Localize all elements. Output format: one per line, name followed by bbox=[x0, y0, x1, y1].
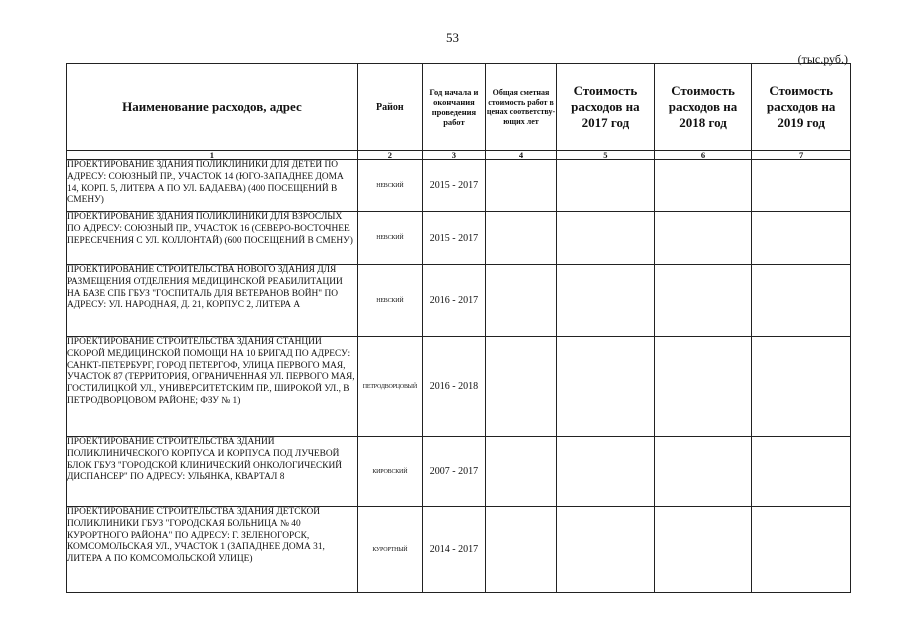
unit-label: (тыс.руб.) bbox=[797, 52, 848, 66]
column-number-row bbox=[67, 151, 851, 160]
header-district: Район bbox=[357, 64, 422, 151]
row-cost-2018 bbox=[654, 265, 752, 337]
header-years: Год начала и окончания проведения работ bbox=[422, 64, 485, 151]
row-cost-2017 bbox=[557, 437, 655, 507]
row-years: 2016 - 2018 bbox=[422, 337, 485, 437]
row-total-cost bbox=[485, 212, 556, 265]
table-row bbox=[67, 437, 851, 507]
row-cost-2018 bbox=[654, 337, 752, 437]
row-cost-2019 bbox=[752, 507, 851, 593]
row-district: КИРОВСКИЙ bbox=[357, 437, 422, 507]
row-years: 2016 - 2017 bbox=[422, 265, 485, 337]
column-number: 5 bbox=[557, 151, 655, 160]
row-name: ПРОЕКТИРОВАНИЕ СТРОИТЕЛЬСТВА НОВОГО ЗДАНИЯ ДЛЯ РАЗМЕЩЕНИЯ ОТДЕЛЕНИЯ МЕДИЦИНСКОЙ РЕАБИЛИТАЦИИ НА БАЗЕ СПБ ГБУЗ "ГОСПИТАЛЬ ДЛЯ ВЕТЕРАНОВ ВОЙН" ПО АДРЕСУ: УЛ. НАРОДНАЯ, Д. 21, КОРПУС 2, ЛИТЕРА А bbox=[67, 265, 358, 337]
column-number: 2 bbox=[357, 151, 422, 160]
row-cost-2019 bbox=[752, 265, 851, 337]
table-row bbox=[67, 265, 851, 337]
row-name: ПРОЕКТИРОВАНИЕ ЗДАНИЯ ПОЛИКЛИНИКИ ДЛЯ ДЕТЕЙ ПО АДРЕСУ: СОЮЗНЫЙ ПР., УЧАСТОК 14 (ЮГО-ЗАПАДНЕЕ ДОМА 14, КОРП. 5, ЛИТЕРА А ПО УЛ. БАДАЕВА) (400 ПОСЕЩЕНИЙ В СМЕНУ) bbox=[67, 160, 358, 212]
header-cost-2018: Стоимость расходов на 2018 год bbox=[654, 64, 752, 151]
row-district: НЕВСКИЙ bbox=[357, 212, 422, 265]
expenses-table bbox=[66, 63, 851, 593]
row-total-cost bbox=[485, 337, 556, 437]
row-cost-2018 bbox=[654, 160, 752, 212]
row-years: 2015 - 2017 bbox=[422, 160, 485, 212]
column-number: 3 bbox=[422, 151, 485, 160]
table-row bbox=[67, 212, 851, 265]
row-name: ПРОЕКТИРОВАНИЕ СТРОИТЕЛЬСТВА ЗДАНИЯ ДЕТСКОЙ ПОЛИКЛИНИКИ ГБУЗ "ГОРОДСКАЯ БОЛЬНИЦА № 40 КУРОРТНОГО РАЙОНА" ПО АДРЕСУ: Г. ЗЕЛЕНОГОРСК, КОМСОМОЛЬСКАЯ УЛ., УЧАСТОК 1 (ЗАПАДНЕЕ ДОМА 31, ЛИТЕРА А ПО КОМСОМОЛЬСКОЙ УЛИЦЕ) bbox=[67, 507, 358, 593]
header-name: Наименование расходов, адрес bbox=[67, 64, 358, 151]
row-years: 2014 - 2017 bbox=[422, 507, 485, 593]
row-cost-2017 bbox=[557, 212, 655, 265]
header-row bbox=[67, 64, 851, 151]
table-row bbox=[67, 160, 851, 212]
row-cost-2019 bbox=[752, 160, 851, 212]
row-cost-2017 bbox=[557, 507, 655, 593]
table-row bbox=[67, 507, 851, 593]
row-name: ПРОЕКТИРОВАНИЕ СТРОИТЕЛЬСТВА ЗДАНИЯ СТАНЦИИ СКОРОЙ МЕДИЦИНСКОЙ ПОМОЩИ НА 10 БРИГАД ПО АДРЕСУ: САНКТ-ПЕТЕРБУРГ, ГОРОД ПЕТЕРГОФ, УЛИЦА ПЕРВОГО МАЯ, УЧАСТОК 87 (ТЕРРИТОРИЯ, ОГРАНИЧЕННАЯ УЛ. ПЕРВОГО МАЯ, ГОСТИЛИЦКОЙ УЛ., УНИВЕРСИТЕТСКИМ ПР., ШИРОКОЙ УЛ., В ПЕТРОДВОРЦОВОМ РАЙОНЕ; ФЗУ № 1) bbox=[67, 337, 358, 437]
row-district: ПЕТРОДВОРЦОВЫЙ bbox=[357, 337, 422, 437]
table-top-border bbox=[66, 58, 853, 59]
column-number: 6 bbox=[654, 151, 752, 160]
column-number: 1 bbox=[67, 151, 358, 160]
header-total-cost: Общая сметная стоимость работ в ценах соответству-ющих лет bbox=[485, 64, 556, 151]
row-name: ПРОЕКТИРОВАНИЕ ЗДАНИЯ ПОЛИКЛИНИКИ ДЛЯ ВЗРОСЛЫХ ПО АДРЕСУ: СОЮЗНЫЙ ПР., УЧАСТОК 16 (СЕВЕРО-ВОСТОЧНЕЕ ПЕРЕСЕЧЕНИЯ С УЛ. КОЛЛОНТАЙ) (600 ПОСЕЩЕНИЙ В СМЕНУ) bbox=[67, 212, 358, 265]
column-number: 7 bbox=[752, 151, 851, 160]
row-total-cost bbox=[485, 437, 556, 507]
page-number: 53 bbox=[446, 30, 459, 45]
row-cost-2019 bbox=[752, 437, 851, 507]
header-cost-2017: Стоимость расходов на 2017 год bbox=[557, 64, 655, 151]
row-total-cost bbox=[485, 265, 556, 337]
header-cost-2019: Стоимость расходов на 2019 год bbox=[752, 64, 851, 151]
row-total-cost bbox=[485, 507, 556, 593]
row-name: ПРОЕКТИРОВАНИЕ СТРОИТЕЛЬСТВА ЗДАНИЙ ПОЛИКЛИНИЧЕСКОГО КОРПУСА И КОРПУСА ПОД ЛУЧЕВОЙ БЛОК ГБУЗ "ГОРОДСКОЙ КЛИНИЧЕСКИЙ ОНКОЛОГИЧЕСКИЙ ДИСПАНСЕР" ПО АДРЕСУ: УЛЬЯНКА, КВАРТАЛ 8 bbox=[67, 437, 358, 507]
row-cost-2018 bbox=[654, 507, 752, 593]
row-cost-2017 bbox=[557, 160, 655, 212]
row-district: НЕВСКИЙ bbox=[357, 265, 422, 337]
row-district: НЕВСКИЙ bbox=[357, 160, 422, 212]
row-cost-2017 bbox=[557, 337, 655, 437]
row-total-cost bbox=[485, 160, 556, 212]
row-cost-2019 bbox=[752, 337, 851, 437]
table-row bbox=[67, 337, 851, 437]
row-district: КУРОРТНЫЙ bbox=[357, 507, 422, 593]
row-years: 2007 - 2017 bbox=[422, 437, 485, 507]
row-cost-2017 bbox=[557, 265, 655, 337]
column-number: 4 bbox=[485, 151, 556, 160]
row-cost-2018 bbox=[654, 437, 752, 507]
row-cost-2019 bbox=[752, 212, 851, 265]
row-cost-2018 bbox=[654, 212, 752, 265]
row-years: 2015 - 2017 bbox=[422, 212, 485, 265]
